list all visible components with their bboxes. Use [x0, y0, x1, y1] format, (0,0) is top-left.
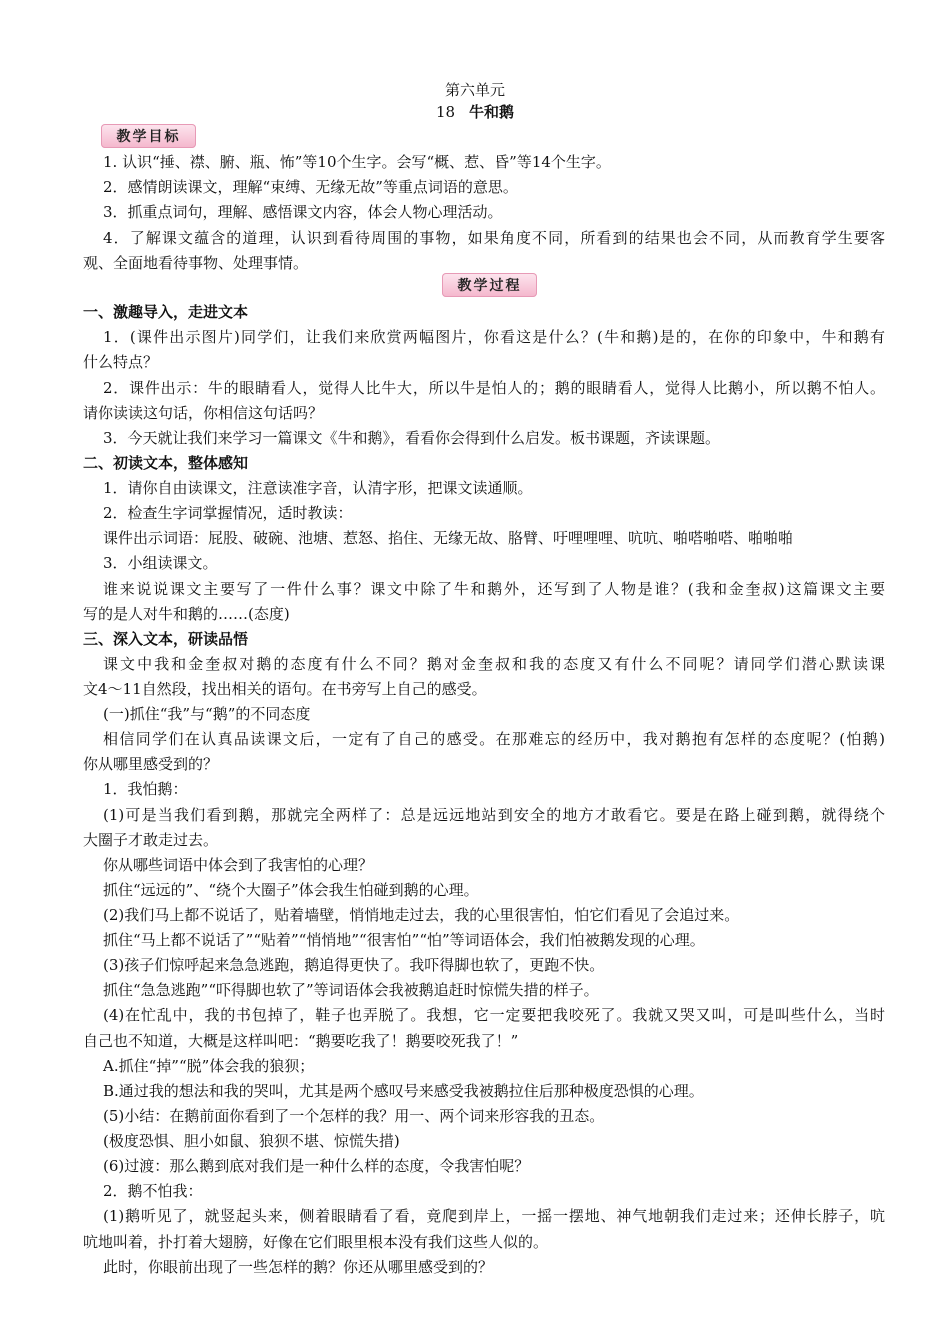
text-line: 2．课件出示：牛的眼睛看人，觉得人比牛大，所以牛是怕人的；鹅的眼睛看人，觉得人比鹅小，所以鹅不怕人。: [103, 379, 885, 397]
text-line: (1)鹅听见了，就竖起头来，侧着眼睛看了看，竟爬到岸上，一摇一摆地、神气地朝我们走过来；还伸长脖子，吭: [103, 1207, 885, 1225]
text-line: 相信同学们在认真品读课文后，一定有了自己的感受。在那难忘的经历中，我对鹅抱有怎样的态度呢？(怕鹅): [103, 730, 885, 748]
text-line: 大圈子才敢走过去。: [83, 831, 219, 849]
text-line: 写的是人对牛和鹅的……(态度): [83, 605, 290, 623]
text-line: 抓住“急急逃跑”“吓得脚也软了”等词语体会我被鹅追赶时惊慌失措的样子。: [103, 981, 599, 999]
text-line: (1)可是当我们看到鹅，那就完全两样了：总是远远地站到安全的地方才敢看它。要是在路上碰到鹅，就得绕个: [103, 806, 885, 824]
text-line: 抓住“马上都不说话了”“贴着”“悄悄地”“很害怕”“怕”等词语体会，我们怕被鹅发现的心理。: [103, 931, 705, 949]
lesson-title: [0, 101, 950, 123]
teaching-goals-badge: 教学目标: [101, 124, 196, 148]
text-line: 你从哪里感受到的？: [83, 755, 219, 773]
text-line: 谁来说说课文主要写了一件什么事？课文中除了牛和鹅外，还写到了人物是谁？(我和金奎叔)这篇课文主要: [103, 580, 885, 598]
text-line: (2)我们马上都不说话了，贴着墙壁，悄悄地走过去，我的心里很害怕，怕它们看见了会追过来。: [103, 906, 740, 924]
lesson-number: 18: [435, 103, 456, 121]
text-line: 文4～11自然段，找出相关的语句。在书旁写上自己的感受。: [83, 680, 487, 698]
section-heading: 二、初读文本，整体感知: [83, 454, 249, 472]
teaching-process-badge: 教学过程: [442, 273, 537, 297]
text-line: A.抓住“掉”“脱”体会我的狼狈；: [103, 1057, 315, 1075]
text-line: 3．小组读课文。: [103, 554, 218, 572]
text-line: 什么特点？: [83, 353, 159, 371]
text-line: 1．请你自由读课文，注意读准字音，认清字形，把课文读通顺。: [103, 479, 533, 497]
text-line: 抓住“远远的”、“绕个大圈子”体会我生怕碰到鹅的心理。: [103, 881, 479, 899]
text-line: 此时，你眼前出现了一些怎样的鹅？你还从哪里感受到的？: [103, 1258, 494, 1276]
text-line: 1．(课件出示图片)同学们，让我们来欣赏两幅图片，你看这是什么？(牛和鹅)是的，在你的印象中，牛和鹅有: [103, 328, 885, 346]
text-line: (一)抓住“我”与“鹅”的不同态度: [103, 705, 311, 723]
text-line: 2．检查生字词掌握情况，适时教读：: [103, 504, 353, 522]
text-line: (5)小结：在鹅前面你看到了一个怎样的我？用一、两个词来形容我的丑态。: [103, 1107, 605, 1125]
text-line: 3．今天就让我们来学习一篇课文《牛和鹅》，看看你会得到什么启发。板书课题，齐读课题。: [103, 429, 721, 447]
text-line: 自己也不知道，大概是这样叫吧：“鹅要吃我了！鹅要咬死我了！”: [83, 1032, 519, 1050]
text-line: 你从哪些词语中体会到了我害怕的心理？: [103, 856, 374, 874]
text-line: 4．了解课文蕴含的道理，认识到看待周围的事物，如果角度不同，所看到的结果也会不同，从而教育学生要客: [103, 229, 885, 247]
text-line: 2．鹅不怕我：: [103, 1182, 203, 1200]
text-line: (极度恐惧、胆小如鼠、狼狈不堪、惊慌失措): [103, 1132, 400, 1150]
text-line: 观、全面地看待事物、处理事情。: [83, 254, 309, 272]
text-line: (4)在忙乱中，我的书包掉了，鞋子也弄脱了。我想，它一定要把我咬死了。我就又哭又叫，可是叫些什么，当时: [103, 1006, 885, 1024]
text-line: 吭地叫着，扑打着大翅膀，好像在它们眼里根本没有我们这些人似的。: [83, 1233, 549, 1251]
unit-title: 第六单元: [444, 81, 505, 99]
text-line: 课文中我和金奎叔对鹅的态度有什么不同？鹅对金奎叔和我的态度又有什么不同呢？请同学们潜心默读课: [103, 655, 885, 673]
text-line: (6)过渡：那么鹅到底对我们是一种什么样的态度，令我害怕呢？: [103, 1157, 530, 1175]
text-line: 1．我怕鹅：: [103, 780, 188, 798]
text-line: 课件出示词语：屁股、破碗、池塘、惹怒、掐住、无缘无故、胳臂、吁哩哩哩、吭吭、啪嗒啪嗒、啪啪啪: [103, 529, 794, 547]
text-line: (3)孩子们惊呼起来急急逃跑，鹅追得更快了。我吓得脚也软了，更跑不快。: [103, 956, 605, 974]
text-line: 1. 认识“捶、襟、腑、瓶、怖”等10个生字。会写“概、惹、昏”等14个生字。: [103, 153, 611, 171]
lesson-name: 牛和鹅: [469, 103, 515, 121]
text-line: 2．感情朗读课文，理解“束缚、无缘无故”等重点词语的意思。: [103, 178, 518, 196]
section-heading: 一、激趣导入，走进文本: [83, 303, 249, 321]
text-line: 3．抓重点词句，理解、感悟课文内容，体会人物心理活动。: [103, 203, 503, 221]
text-line: B.通过我的想法和我的哭叫，尤其是两个感叹号来感受我被鹅拉住后那种极度恐惧的心理。: [103, 1082, 704, 1100]
section-heading: 三、深入文本，研读品悟: [83, 630, 249, 648]
text-line: 请你读读这句话，你相信这句话吗？: [83, 404, 324, 422]
